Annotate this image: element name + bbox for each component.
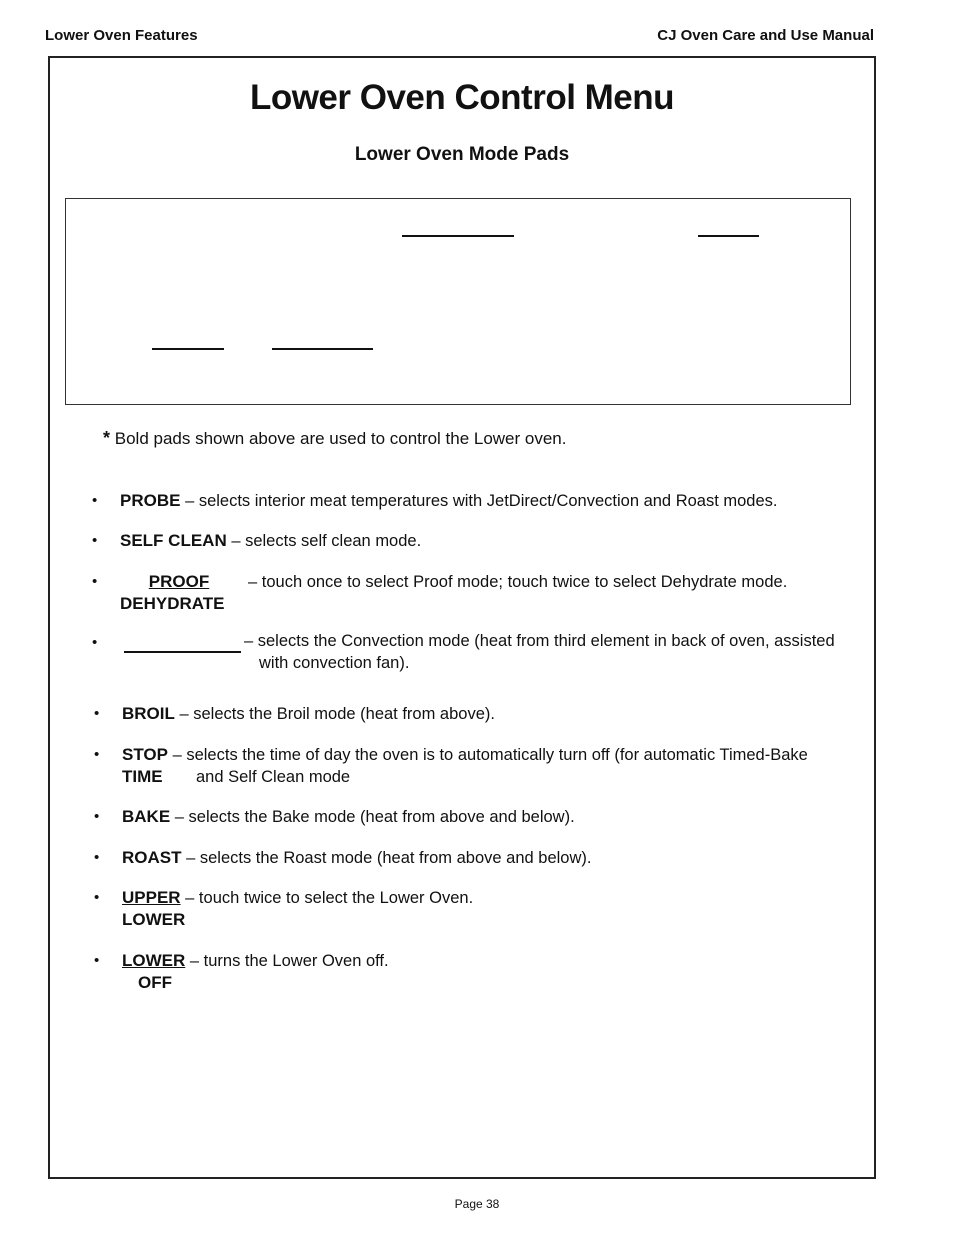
item-description: – selects the Bake mode (heat from above and below). xyxy=(174,808,575,826)
note-text: Bold pads shown above are used to control the Lower oven. xyxy=(114,429,567,448)
note-asterisk: * xyxy=(103,428,111,448)
list-item-upper-lower xyxy=(122,887,473,931)
pad-label-bake: BAKE xyxy=(122,807,171,826)
pad-underline-4 xyxy=(272,348,373,350)
item-description: – selects interior meat temperatures with JetDirect/Convection and Roast modes. xyxy=(185,492,778,510)
list-item-broil xyxy=(122,703,495,725)
list-item-proof xyxy=(120,571,860,615)
bullet: • xyxy=(94,889,100,906)
list-item-bake xyxy=(122,806,575,828)
pad-label-lower: LOWER xyxy=(122,910,186,929)
pad-label-lower-off-top: LOWER xyxy=(122,951,186,970)
page-frame xyxy=(48,56,876,1179)
item-description: – selects the Roast mode (heat from above and below). xyxy=(186,849,592,867)
bullet: • xyxy=(92,634,98,651)
list-item-lower-off xyxy=(122,950,389,994)
bullet: • xyxy=(94,705,100,722)
control-panel-diagram xyxy=(65,198,851,405)
header-manual-title: CJ Oven Care and Use Manual xyxy=(657,27,874,44)
header-section-title: Lower Oven Features xyxy=(45,27,198,44)
bullet: • xyxy=(94,808,100,825)
list-item-convection xyxy=(122,630,862,674)
list-item-stop-time xyxy=(122,744,862,788)
list-item-self-clean xyxy=(120,530,421,552)
bullet: • xyxy=(94,952,100,969)
page-subtitle: Lower Oven Mode Pads xyxy=(354,144,570,165)
pad-label-off: OFF xyxy=(138,973,172,992)
item-description: – selects the time of day the oven is to automatically turn off (for automatic Timed-Bake xyxy=(172,746,808,764)
page-number: Page 38 xyxy=(454,1197,500,1211)
pad-label-roast: ROAST xyxy=(122,848,182,867)
list-item-probe xyxy=(120,490,778,512)
item-description-cont: with convection fan). xyxy=(259,654,410,672)
pad-blank-line xyxy=(124,651,241,653)
item-description-cont: and Self Clean mode xyxy=(196,768,351,786)
pad-label-stop: STOP xyxy=(122,745,168,764)
bullet: • xyxy=(92,573,98,590)
item-description: – touch twice to select the Lower Oven. xyxy=(185,889,474,907)
bold-pads-note xyxy=(103,428,567,449)
pad-label-time: TIME xyxy=(122,767,163,786)
list-item-roast xyxy=(122,847,591,869)
pad-label-dehydrate: DEHYDRATE xyxy=(120,594,225,613)
pad-underline-1 xyxy=(402,235,514,237)
bullet: • xyxy=(92,532,98,549)
item-description: – turns the Lower Oven off. xyxy=(189,952,389,970)
page-title: Lower Oven Control Menu xyxy=(249,78,675,117)
pad-label-broil: BROIL xyxy=(122,704,175,723)
bullet: • xyxy=(94,849,100,866)
bullet: • xyxy=(92,492,98,509)
pad-label-upper: UPPER xyxy=(122,888,181,907)
item-description: – selects the Broil mode (heat from above). xyxy=(179,705,495,723)
pad-underline-2 xyxy=(698,235,759,237)
pad-underline-3 xyxy=(152,348,224,350)
bullet: • xyxy=(94,746,100,763)
item-description: – selects self clean mode. xyxy=(231,532,422,550)
item-description: – selects the Convection mode (heat from third element in back of oven, assisted xyxy=(244,632,835,650)
pad-label-probe: PROBE xyxy=(120,491,181,510)
item-description: – touch once to select Proof mode; touch twice to select Dehydrate mode. xyxy=(248,573,788,591)
pad-label-self-clean: SELF CLEAN xyxy=(120,531,227,550)
pad-label-proof: PROOF xyxy=(148,572,210,591)
